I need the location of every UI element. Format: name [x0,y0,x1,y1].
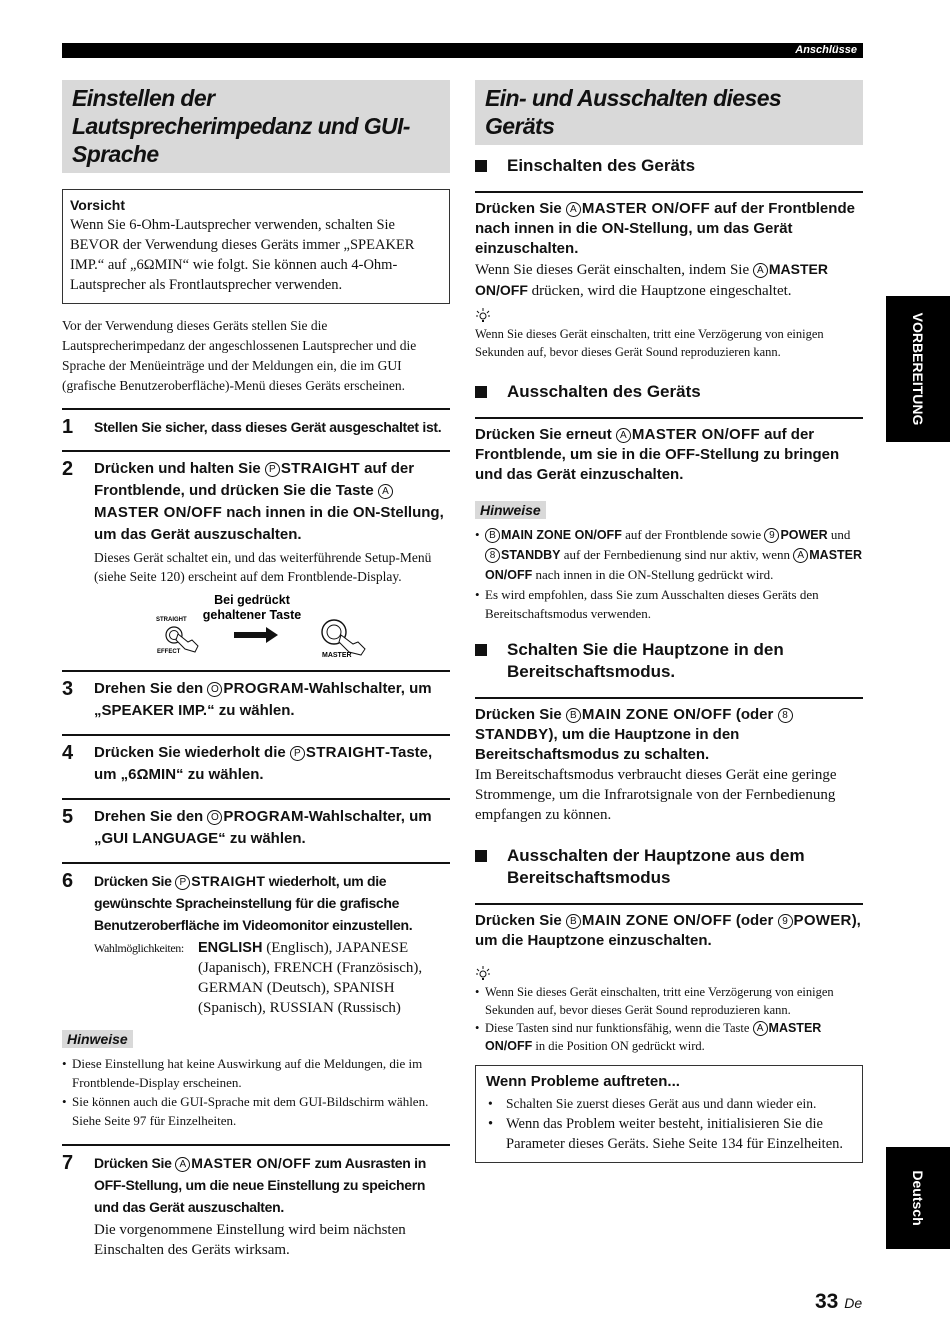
step-description: Die vorgenommene Einstellung wird beim nächsten Einschalten des Geräts wirksam. [94,1222,406,1258]
key-p-icon: P [290,746,305,761]
figure-caption-line: gehaltener Taste [202,608,302,622]
step-heading: Drücken und halten Sie P STRAIGHT auf der Frontblende, und drücken Sie die Taste AMASTER ON/OFF nach innen in die ON-Stellung, um das Gerät auszuschalten. [94,460,444,543]
master-label: MASTER [322,652,352,658]
problem-item: • Schalten Sie zuerst dieses Gerät aus und dann wieder ein. [486,1094,852,1114]
instruction-description: Im Bereitschaftsmodus verbraucht dieses Gerät eine geringe Strommenge, um die Infrarotsignale von der Fernbedienung empfangen zu können. [475,767,837,823]
key-a-icon: A [566,202,581,217]
step-number: 7 [62,1152,74,1174]
note-item: • Es wird empfohlen, dass Sie zum Ausschalten dieses Geräts den Bereitschaftsmodus verwenden. [475,585,863,623]
section-power-on: Einschalten des Geräts [475,155,863,177]
notes-tag: Hinweise [62,1030,133,1048]
tip-item: • Diese Tasten sind nur funktionsfähig, wenn die Taste A MASTER ON/OFF in die Position ON gedrückt wird. [475,1019,863,1055]
tip-text: Wenn Sie dieses Gerät einschalten, tritt eine Verzögerung von einigen Sekunden auf, bevor dieses Gerät Sound reproduzieren kann. [475,327,824,359]
key-8-icon: 8 [778,708,793,723]
key-a-icon: A [175,1157,190,1172]
right-title-box [475,80,863,145]
step-number: 2 [62,458,74,480]
intro-text: Vor der Verwendung dieses Geräts stellen Sie die Lautsprecherimpedanz der angeschlossenen Lautsprecher und die Sprache der Menüeinträge und der Meldungen ein, die im GUI (grafische Benutzeroberfläche)-Menü dieses Geräts erscheinen. [62,318,417,393]
options-values: ENGLISH (Englisch), JAPANESE (Japanisch), FRENCH (Französisch), GERMAN (Deutsch), SPANISH (Spanisch), RUSSIAN (Russisch) [198,940,423,1016]
step-heading: Drehen Sie den O PROGRAM-Wahlschalter, um „GUI LANGUAGE“ zu wählen. [94,808,432,847]
step-number: 1 [62,416,74,438]
step-heading: Stellen Sie sicher, dass dieses Gerät ausgeschaltet ist. [94,419,442,435]
button-illustration [94,590,450,658]
tip-icon [475,965,863,981]
step-4 [62,734,450,786]
problem-item: • Wenn das Problem weiter besteht, initialisieren Sie die Parameter dieses Geräts. Siehe Seite 134 für Einzelheiten. [486,1114,852,1154]
effect-label: EFFECT [157,649,181,655]
square-bullet-icon [475,644,487,656]
key-9-icon: 9 [778,914,793,929]
square-bullet-icon [475,160,487,172]
section-standby: Schalten Sie die Hauptzone in den Bereitschaftsmodus. [475,639,863,683]
problems-box [475,1065,863,1163]
caution-box [62,189,450,304]
section-from-standby: Ausschalten der Hauptzone aus dem Bereitschaftsmodus [475,845,863,889]
side-tab-deutsch: Deutsch [886,1147,950,1249]
arrow-icon [234,627,278,643]
power-on-instruction [475,191,863,361]
key-9-icon: 9 [764,528,779,543]
language-options [94,938,450,1018]
right-title: Ein- und Ausschalten dieses Geräts [485,85,782,139]
key-a-icon: A [753,1021,768,1036]
caution-heading: Vorsicht [70,197,125,213]
left-title: Einstellen der Lautsprecherimpedanz und GUI-Sprache [72,85,410,167]
straight-button-label: STRAIGHT [280,460,360,477]
step-heading: Drehen Sie den O PROGRAM-Wahlschalter, um „SPEAKER IMP.“ zu wählen. [94,680,432,719]
key-a-icon: A [616,428,631,443]
instruction-heading: Drücken Sie B MAIN ZONE ON/OFF (oder 8STANDBY), um die Hauptzone in den Bereitschaftsmodus zu schalten. [475,705,863,765]
tip-item: • Wenn Sie dieses Gerät einschalten, tritt eine Verzögerung von einigen Sekunden auf, bevor dieses Gerät Sound reproduzieren kann. [475,983,863,1019]
step-3 [62,670,450,722]
press-hold-diagram [94,590,394,658]
step-heading: Drücken Sie wiederholt die P STRAIGHT-Taste, um „6ΩMIN“ zu wählen. [94,744,433,783]
straight-button-label: STRAIGHT [191,873,266,889]
options-label: Wahlmöglichkeiten: [94,941,184,955]
straight-button-label: STRAIGHT [305,744,385,761]
instruction-heading: Drücken Sie A MASTER ON/OFF auf der Frontblende nach innen in die ON-Stellung, um das Gerät einzuschalten. [475,200,855,257]
note-item: • Diese Einstellung hat keine Auswirkung auf die Meldungen, die im Frontblende-Display erscheinen. [62,1054,450,1092]
step-number: 6 [62,870,74,892]
step-number: 3 [62,678,74,700]
key-b-icon: B [566,708,581,723]
instruction-description: Wenn Sie dieses Gerät einschalten, indem Sie A MASTER ON/OFF drücken, wird die Hauptzone eingeschaltet. [475,261,829,299]
key-a-icon: A [378,484,393,499]
note-item: • Sie können auch die GUI-Sprache mit dem GUI-Bildschirm wählen. Siehe Seite 97 für Einzelheiten. [62,1092,450,1130]
step-heading: Drücken Sie A MASTER ON/OFF zum Ausrasten in OFF-Stellung, um die neue Einstellung zu speichern und das Gerät auszuschalten. [94,1155,426,1215]
caution-text: Wenn Sie 6-Ohm-Lautsprecher verwenden, schalten Sie BEVOR der Verwendung dieses Geräts immer „SPEAKER IMP.“ auf „6ΩMIN“ wie folgt. Sie können auch 4-Ohm-Lautsprecher als Frontlautsprecher verwenden. [70,217,415,293]
figure-caption-line: Bei gedrückt [214,593,290,607]
instruction-heading: Drücken Sie erneut A MASTER ON/OFF auf der Frontblende, um sie in die OFF-Stellung zu bringen und das Gerät einzuschalten. [475,426,840,483]
step-2 [62,450,450,658]
key-a-icon: A [753,263,768,278]
key-a-icon: A [793,548,808,563]
key-p-icon: P [265,462,280,477]
square-bullet-icon [475,850,487,862]
note-item: • B MAIN ZONE ON/OFF auf der Frontblende sowie 9 POWER und 8 STANDBY auf der Fernbedienung sind nur aktiv, wenn A MASTER ON/OFF nach innen in die ON-Stellung gedrückt wird. [475,525,863,585]
section-title: Anschlüsse [795,44,857,56]
step-number: 4 [62,742,74,764]
side-tab-vorbereitung: VORBEREITUNG [886,296,950,442]
instruction-heading: Drücken Sie B MAIN ZONE ON/OFF (oder 9 POWER), um die Hauptzone einzuschalten. [475,912,861,949]
step-5 [62,798,450,850]
left-notes [62,1030,450,1130]
step-number: 5 [62,806,74,828]
notes-tag: Hinweise [475,501,546,519]
power-off-notes [475,501,863,623]
left-column [62,80,450,1272]
from-standby-instruction [475,903,863,1055]
page-number: 33 De [815,1290,863,1313]
standby-instruction [475,697,863,825]
square-bullet-icon [475,386,487,398]
key-b-icon: B [485,528,500,543]
section-power-off: Ausschalten des Geräts [475,381,863,403]
key-p-icon: P [175,875,190,890]
program-button-label: PROGRAM [223,680,304,697]
key-8-icon: 8 [485,548,500,563]
step-6 [62,862,450,1018]
master-button-label: MASTER ON/OFF [94,504,223,521]
left-title-box [62,80,450,173]
key-o-icon: O [207,682,222,697]
key-b-icon: B [566,914,581,929]
step-description: Dieses Gerät schaltet ein, und das weiterführende Setup-Menü (siehe Seite 120) erscheint auf dem Frontblende-Display. [94,550,432,584]
problems-heading: Wenn Probleme auftreten... [486,1073,680,1090]
header-bar [62,43,863,58]
program-button-label: PROGRAM [223,808,304,825]
straight-label: STRAIGHT [156,617,187,623]
master-button-label: MASTER ON/OFF [191,1155,312,1171]
step-heading: Drücken Sie P STRAIGHT wiederholt, um die gewünschte Spracheinstellung für die grafische Benutzeroberfläche im Videomonitor einzustellen. [94,873,413,933]
power-off-instruction [475,417,863,623]
step-1 [62,408,450,438]
step-7 [62,1144,450,1260]
tip-icon [475,307,863,323]
right-column [475,80,863,1163]
key-o-icon: O [207,810,222,825]
